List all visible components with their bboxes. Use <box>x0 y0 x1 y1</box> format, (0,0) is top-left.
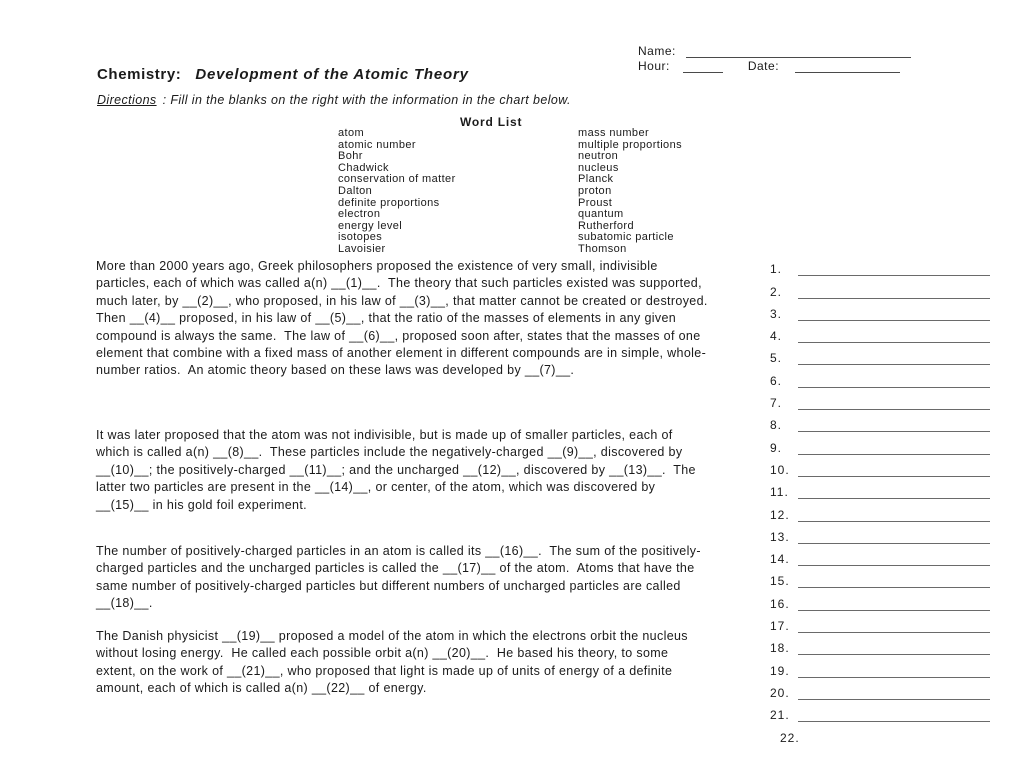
answer-row-6 <box>770 365 990 387</box>
hour-date-row <box>638 59 968 73</box>
answer-row-17 <box>770 611 990 633</box>
word-list-item: atomic number <box>338 138 416 151</box>
answer-row-14 <box>770 544 990 566</box>
answer-blank-line-13[interactable] <box>798 529 990 544</box>
word-list-row <box>338 244 758 256</box>
page-title <box>97 66 469 83</box>
answer-number: 4. <box>770 329 783 344</box>
answer-row-10 <box>770 455 990 477</box>
word-list-heading: Word List <box>460 115 523 129</box>
word-list-row <box>338 128 758 140</box>
answer-row-18 <box>770 633 990 655</box>
answer-row-1 <box>770 254 990 276</box>
worksheet-paragraph-3: The number of positively-charged particles in an atom is called its __(16)__. The sum of the positively-charged particles and the uncharged particles is called the __(17)__ of the atom. Atoms that have the same number of positively-charged particles but different numbers of uncharged particles are called __(18)__. <box>96 544 701 611</box>
word-list-item: atom <box>338 127 365 139</box>
answer-blank-line-1[interactable] <box>798 261 990 276</box>
answer-row-19 <box>770 655 990 677</box>
word-list-item: mass number <box>578 127 650 139</box>
answer-number: 8. <box>770 418 783 433</box>
answer-number: 11. <box>770 485 789 500</box>
directions-text: : Fill in the blanks on the right with the information in the chart below. <box>162 93 571 107</box>
answer-row-15 <box>770 566 990 588</box>
answer-number: 16. <box>770 596 790 611</box>
answer-row-4 <box>770 321 990 343</box>
word-list-item: energy level <box>338 219 403 232</box>
answer-row-7 <box>770 388 990 410</box>
answer-row-13 <box>770 522 990 544</box>
answer-blank-line-17[interactable] <box>798 618 990 633</box>
directions <box>97 93 571 107</box>
answer-blank-line-4[interactable] <box>798 328 990 343</box>
answer-number: 2. <box>770 284 783 299</box>
word-list-row <box>338 232 758 244</box>
word-list-item: conservation of matter <box>338 173 456 186</box>
word-list-item: Bohr <box>338 150 363 163</box>
answer-row-21 <box>770 700 990 722</box>
answer-row-12 <box>770 499 990 521</box>
worksheet-paragraph-1: More than 2000 years ago, Greek philosophers proposed the existence of very small, indivisible particles, each of which was called a(n) __(1)__. The theory that such particles existed was supported, much later, by __(2)__, who proposed, in his law of __(3)__, that matter cannot be created or destroyed. Then __(4)__ proposed, in his law of __(5)__, that the ratio of the masses of elements in any given compound is always the same. The law of __(6)__, proposed soon after, states that the masses of one element that combine with a fixed mass of another element in different compounds are in simple, whole-number ratios. An atomic theory based on these laws was developed by __(7)__. <box>96 259 716 378</box>
word-list-item: quantum <box>578 208 624 221</box>
word-list-row <box>338 198 758 210</box>
answer-blank-line-6[interactable] <box>798 373 990 388</box>
answer-row-20 <box>770 678 990 700</box>
answer-number: 14. <box>770 552 790 567</box>
answer-number: 7. <box>770 396 783 411</box>
date-blank-line[interactable] <box>795 60 900 73</box>
word-list-item: subatomic particle <box>578 231 674 244</box>
answer-blank-line-8[interactable] <box>798 417 990 432</box>
answer-number: 17. <box>770 619 790 634</box>
answer-number: 20. <box>770 685 790 700</box>
title-prefix: Chemistry: <box>97 66 182 83</box>
answer-number: 19. <box>770 663 790 678</box>
word-list-item: multiple proportions <box>578 138 682 151</box>
answer-row-11 <box>770 477 990 499</box>
date-label: Date: <box>747 59 780 73</box>
hour-label: Hour: <box>638 59 670 73</box>
word-list-item: definite proportions <box>338 196 440 209</box>
answer-row-16 <box>770 588 990 610</box>
answer-blank-line-14[interactable] <box>798 551 990 566</box>
answer-blank-line-3[interactable] <box>798 306 990 321</box>
word-list-row <box>338 186 758 198</box>
answer-row-8 <box>770 410 990 432</box>
answer-blank-list <box>770 254 990 745</box>
answer-number: 5. <box>770 351 783 366</box>
word-list-item: Proust <box>578 196 613 209</box>
name-row <box>638 44 968 58</box>
answer-row-2 <box>770 276 990 298</box>
word-list-item: Lavoisier <box>338 242 386 255</box>
answer-number: 9. <box>770 440 783 455</box>
answer-number: 21. <box>770 708 790 723</box>
title-main: Development of the Atomic Theory <box>195 66 469 83</box>
word-list-row <box>338 151 758 163</box>
answer-number: 18. <box>770 641 790 656</box>
answer-row-3 <box>770 299 990 321</box>
answer-number: 13. <box>770 529 790 544</box>
name-blank-line[interactable] <box>686 45 911 58</box>
answer-blank-line-19[interactable] <box>798 663 990 678</box>
answer-blank-line-5[interactable] <box>798 350 990 365</box>
answer-row-9 <box>770 432 990 454</box>
answer-number: 15. <box>770 574 790 589</box>
answer-number: 3. <box>770 306 783 321</box>
answer-blank-line-10[interactable] <box>798 462 990 477</box>
name-label: Name: <box>638 44 676 58</box>
answer-number: 12. <box>770 507 790 522</box>
word-list-row <box>338 221 758 233</box>
answer-number: 10. <box>770 462 790 477</box>
word-list-item: nucleus <box>578 161 619 174</box>
word-list-row <box>338 174 758 186</box>
word-list-item: Dalton <box>338 184 373 197</box>
answer-blank-line-21[interactable] <box>798 707 990 722</box>
hour-blank-line[interactable] <box>683 60 723 73</box>
answer-blank-line-18[interactable] <box>798 640 990 655</box>
word-list-item: electron <box>338 208 381 221</box>
answer-blank-line-15[interactable] <box>798 573 990 588</box>
word-list-item: neutron <box>578 150 619 163</box>
word-list-row <box>338 140 758 152</box>
answer-number: 22. <box>780 730 800 745</box>
word-list-item: Rutherford <box>578 219 634 232</box>
answer-row-5 <box>770 343 990 365</box>
answer-blank-line-12[interactable] <box>798 507 990 522</box>
header-fields <box>638 44 968 74</box>
answer-number: 1. <box>770 262 783 277</box>
directions-label: Directions <box>97 93 157 107</box>
answer-blank-line-11[interactable] <box>798 484 990 499</box>
word-list-item: Thomson <box>578 242 627 255</box>
answer-blank-line-20[interactable] <box>798 685 990 700</box>
worksheet-paragraph-2: It was later proposed that the atom was not indivisible, but is made up of smaller particles, each of which is called a(n) __(8)__. These particles include the negatively-charged __(9)__, discovered by __(10)__; the positively-charged __(11)__; and the uncharged __(12)__, discovered by __(13)__. The latter two particles are present in the __(14)__, or center, of the atom, which was discovered by __(15)__ in his gold foil experiment. <box>96 428 700 512</box>
answer-number: 6. <box>770 373 783 388</box>
word-list-item: Chadwick <box>338 161 389 174</box>
answer-row-22 <box>770 722 990 744</box>
answer-blank-line-2[interactable] <box>798 284 990 299</box>
answer-blank-line-9[interactable] <box>798 440 990 455</box>
answer-blank-line-16[interactable] <box>798 596 990 611</box>
word-list-row <box>338 209 758 221</box>
word-list-item: proton <box>578 184 612 197</box>
word-list <box>338 128 758 256</box>
worksheet-paragraph-4: The Danish physicist __(19)__ proposed a model of the atom in which the electrons orbit the nucleus without losing energy. He called each possible orbit a(n) __(20)__. He based his theory, to some extent, on the work of __(21)__, who proposed that light is made up of units of energy of a definite amount, each of which is called a(n) __(22)__ of energy. <box>96 629 692 696</box>
answer-blank-line-7[interactable] <box>798 395 990 410</box>
word-list-item: Planck <box>578 173 614 186</box>
word-list-item: isotopes <box>338 231 383 244</box>
